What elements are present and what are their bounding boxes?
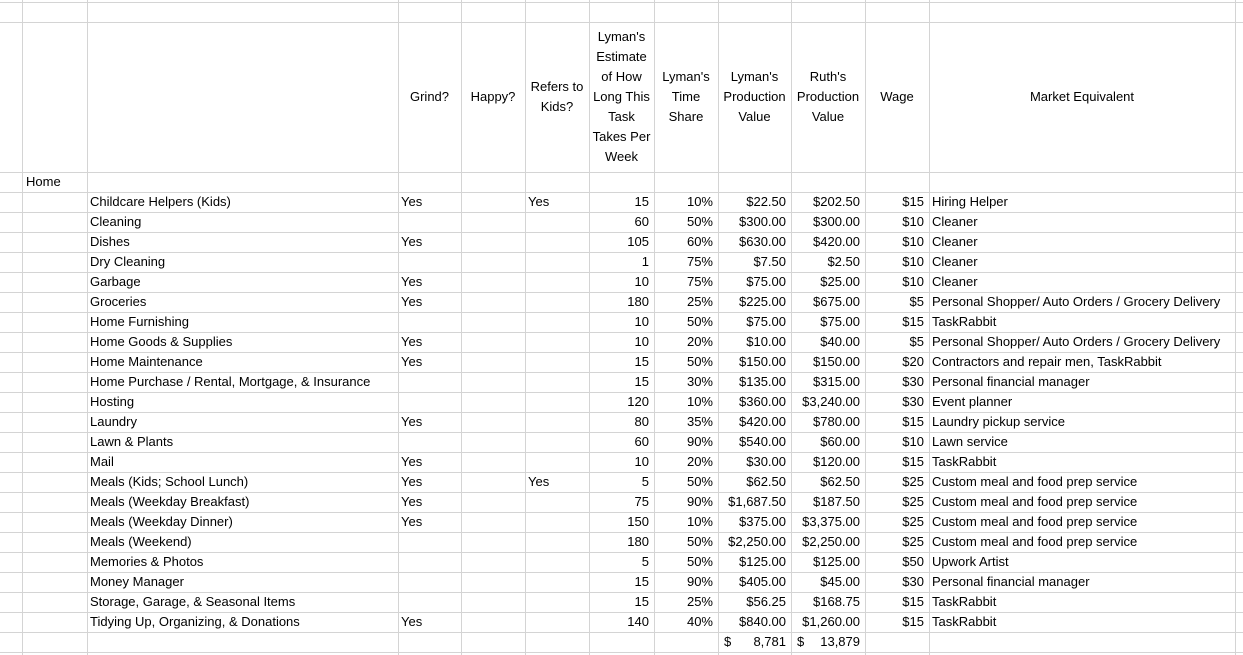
task-cell[interactable]: Dishes xyxy=(90,234,130,249)
total-ruth-value[interactable]: 13,879 xyxy=(820,634,860,649)
wage-cell[interactable]: $15 xyxy=(902,414,924,429)
row-gridline xyxy=(0,172,1243,173)
wage-cell[interactable]: $15 xyxy=(902,454,924,469)
time-share-cell[interactable]: 25% xyxy=(686,594,713,609)
task-cell[interactable]: Meals (Weekday Dinner) xyxy=(90,514,233,529)
task-cell[interactable]: Storage, Garage, & Seasonal Items xyxy=(90,594,296,609)
hours-cell[interactable]: 140 xyxy=(627,614,649,629)
ruth-value-cell[interactable]: $62.50 xyxy=(820,474,860,489)
wage-cell[interactable]: $15 xyxy=(902,314,924,329)
market-equivalent-cell[interactable]: Cleaner xyxy=(932,274,978,289)
refers-to-kids-cell[interactable] xyxy=(525,572,589,592)
happy-cell[interactable] xyxy=(461,352,525,372)
refers-to-kids-cell[interactable] xyxy=(525,352,589,372)
grind-cell[interactable]: Yes xyxy=(401,454,423,469)
time-share-cell[interactable]: 90% xyxy=(686,574,713,589)
grind-cell[interactable] xyxy=(398,552,461,572)
task-cell[interactable]: Home Maintenance xyxy=(90,354,203,369)
grind-cell[interactable] xyxy=(398,312,461,332)
grind-cell[interactable]: Yes xyxy=(401,474,423,489)
ruth-value-cell[interactable]: $3,240.00 xyxy=(802,394,860,409)
grind-cell[interactable] xyxy=(398,212,461,232)
time-share-cell[interactable]: 50% xyxy=(686,554,713,569)
header-lyman-production-value[interactable]: Lyman's Production Value xyxy=(723,69,786,124)
task-cell[interactable]: Garbage xyxy=(90,274,141,289)
market-equivalent-cell[interactable]: Personal Shopper/ Auto Orders / Grocery Delivery xyxy=(932,334,1221,349)
task-cell[interactable]: Hosting xyxy=(90,394,135,409)
grind-cell[interactable]: Yes xyxy=(401,514,423,529)
happy-cell[interactable] xyxy=(461,472,525,492)
happy-cell[interactable] xyxy=(461,232,525,252)
market-equivalent-cell[interactable]: Custom meal and food prep service xyxy=(932,534,1138,549)
market-equivalent-cell[interactable]: Custom meal and food prep service xyxy=(932,474,1138,489)
lyman-value-cell[interactable]: $540.00 xyxy=(739,434,786,449)
task-cell[interactable]: Memories & Photos xyxy=(90,554,204,569)
hours-cell[interactable]: 10 xyxy=(634,334,649,349)
lyman-value-cell[interactable]: $2,250.00 xyxy=(728,534,786,549)
refers-to-kids-cell[interactable] xyxy=(525,612,589,632)
ruth-value-cell[interactable]: $3,375.00 xyxy=(802,514,860,529)
happy-cell[interactable] xyxy=(461,252,525,272)
market-equivalent-cell[interactable]: Event planner xyxy=(932,394,1013,409)
grind-cell[interactable] xyxy=(398,572,461,592)
wage-cell[interactable]: $10 xyxy=(902,434,924,449)
grind-cell[interactable] xyxy=(398,432,461,452)
task-cell[interactable]: Home Furnishing xyxy=(90,314,189,329)
wage-cell[interactable]: $30 xyxy=(902,374,924,389)
lyman-value-cell[interactable]: $56.25 xyxy=(746,594,786,609)
refers-to-kids-cell[interactable] xyxy=(525,432,589,452)
refers-to-kids-cell[interactable] xyxy=(525,592,589,612)
ruth-value-cell[interactable]: $25.00 xyxy=(820,274,860,289)
ruth-value-cell[interactable]: $315.00 xyxy=(813,374,860,389)
lyman-value-cell[interactable]: $7.50 xyxy=(753,254,786,269)
refers-to-kids-cell[interactable] xyxy=(525,292,589,312)
happy-cell[interactable] xyxy=(461,332,525,352)
lyman-value-cell[interactable]: $1,687.50 xyxy=(728,494,786,509)
total-lyman-currency-symbol: $ xyxy=(724,634,732,649)
grind-cell[interactable]: Yes xyxy=(401,334,423,349)
refers-to-kids-cell[interactable] xyxy=(525,412,589,432)
wage-cell[interactable]: $20 xyxy=(902,354,924,369)
market-equivalent-cell[interactable]: TaskRabbit xyxy=(932,594,997,609)
time-share-cell[interactable]: 75% xyxy=(686,254,713,269)
header-estimate-hours[interactable]: Lyman's Estimate of How Long This Task Takes Per Week xyxy=(592,29,651,164)
market-equivalent-cell[interactable]: TaskRabbit xyxy=(932,454,997,469)
lyman-value-cell[interactable]: $10.00 xyxy=(746,334,786,349)
lyman-value-cell[interactable]: $630.00 xyxy=(739,234,786,249)
lyman-value-cell[interactable]: $135.00 xyxy=(739,374,786,389)
grind-cell[interactable]: Yes xyxy=(401,234,423,249)
row-gridline xyxy=(0,632,1243,633)
header-ruth-production-value[interactable]: Ruth's Production Value xyxy=(796,69,860,124)
ruth-value-cell[interactable]: $675.00 xyxy=(813,294,860,309)
market-equivalent-cell[interactable]: Personal financial manager xyxy=(932,574,1090,589)
happy-cell[interactable] xyxy=(461,452,525,472)
happy-cell[interactable] xyxy=(461,412,525,432)
lyman-value-cell[interactable]: $420.00 xyxy=(739,414,786,429)
time-share-cell[interactable]: 50% xyxy=(686,314,713,329)
grind-cell[interactable]: Yes xyxy=(401,494,423,509)
grind-cell[interactable]: Yes xyxy=(401,274,423,289)
ruth-value-cell[interactable]: $168.75 xyxy=(813,594,860,609)
grind-cell[interactable]: Yes xyxy=(401,194,423,209)
hours-cell[interactable]: 80 xyxy=(634,414,649,429)
lyman-value-cell[interactable]: $75.00 xyxy=(746,314,786,329)
hours-cell[interactable]: 120 xyxy=(627,394,649,409)
wage-cell[interactable]: $25 xyxy=(902,534,924,549)
happy-cell[interactable] xyxy=(461,392,525,412)
market-equivalent-cell[interactable]: Laundry pickup service xyxy=(932,414,1065,429)
refers-to-kids-cell[interactable] xyxy=(525,212,589,232)
lyman-value-cell[interactable]: $840.00 xyxy=(739,614,786,629)
happy-cell[interactable] xyxy=(461,312,525,332)
wage-cell[interactable]: $25 xyxy=(902,514,924,529)
task-cell[interactable]: Childcare Helpers (Kids) xyxy=(90,194,231,209)
ruth-value-cell[interactable]: $40.00 xyxy=(820,334,860,349)
wage-cell[interactable]: $50 xyxy=(902,554,924,569)
happy-cell[interactable] xyxy=(461,592,525,612)
task-cell[interactable]: Money Manager xyxy=(90,574,184,589)
wage-cell[interactable]: $15 xyxy=(902,194,924,209)
refers-to-kids-cell[interactable] xyxy=(525,532,589,552)
row-gridline xyxy=(0,2,1243,3)
wage-cell[interactable]: $5 xyxy=(909,294,924,309)
wage-cell[interactable]: $15 xyxy=(902,614,924,629)
task-cell[interactable]: Tidying Up, Organizing, & Donations xyxy=(90,614,300,629)
lyman-value-cell[interactable]: $375.00 xyxy=(739,514,786,529)
header-grind[interactable]: Grind? xyxy=(409,89,450,104)
task-cell[interactable]: Home Goods & Supplies xyxy=(90,334,233,349)
grind-cell[interactable]: Yes xyxy=(401,354,423,369)
refers-to-kids-cell[interactable] xyxy=(525,232,589,252)
lyman-value-cell[interactable]: $150.00 xyxy=(739,354,786,369)
ruth-value-cell[interactable]: $60.00 xyxy=(820,434,860,449)
happy-cell[interactable] xyxy=(461,612,525,632)
lyman-value-cell[interactable]: $75.00 xyxy=(746,274,786,289)
grind-cell[interactable] xyxy=(398,372,461,392)
time-share-cell[interactable]: 30% xyxy=(686,374,713,389)
refers-to-kids-cell[interactable] xyxy=(525,252,589,272)
header-wage[interactable]: Wage xyxy=(880,89,914,104)
hours-cell[interactable]: 15 xyxy=(634,354,649,369)
header-refers-to-kids[interactable]: Refers to Kids? xyxy=(530,79,584,114)
market-equivalent-cell[interactable]: Personal financial manager xyxy=(932,374,1090,389)
time-share-cell[interactable]: 10% xyxy=(686,394,713,409)
lyman-value-cell[interactable]: $360.00 xyxy=(739,394,786,409)
lyman-value-cell[interactable]: $300.00 xyxy=(739,214,786,229)
grind-cell[interactable] xyxy=(398,532,461,552)
hours-cell[interactable]: 10 xyxy=(634,454,649,469)
task-cell[interactable]: Groceries xyxy=(90,294,147,309)
header-market-equivalent[interactable]: Market Equivalent xyxy=(1029,89,1135,104)
time-share-cell[interactable]: 10% xyxy=(686,514,713,529)
header-happy[interactable]: Happy? xyxy=(470,89,516,104)
grind-cell[interactable] xyxy=(398,592,461,612)
time-share-cell[interactable]: 10% xyxy=(686,194,713,209)
market-equivalent-cell[interactable]: Personal Shopper/ Auto Orders / Grocery Delivery xyxy=(932,294,1221,309)
lyman-value-cell[interactable]: $62.50 xyxy=(746,474,786,489)
refers-to-kids-cell[interactable] xyxy=(525,512,589,532)
refers-to-kids-cell[interactable] xyxy=(525,552,589,572)
lyman-value-cell[interactable]: $22.50 xyxy=(746,194,786,209)
hours-cell[interactable]: 5 xyxy=(641,474,649,489)
hours-cell[interactable]: 1 xyxy=(641,254,649,269)
happy-cell[interactable] xyxy=(461,292,525,312)
time-share-cell[interactable]: 50% xyxy=(686,534,713,549)
hours-cell[interactable]: 180 xyxy=(627,534,649,549)
task-cell[interactable]: Mail xyxy=(90,454,114,469)
section-label-home[interactable]: Home xyxy=(26,174,61,189)
wage-cell[interactable]: $5 xyxy=(909,334,924,349)
time-share-cell[interactable]: 50% xyxy=(686,214,713,229)
happy-cell[interactable] xyxy=(461,532,525,552)
ruth-value-cell[interactable]: $300.00 xyxy=(813,214,860,229)
time-share-cell[interactable]: 20% xyxy=(686,454,713,469)
column-gridline xyxy=(1235,0,1236,655)
time-share-cell[interactable]: 25% xyxy=(686,294,713,309)
time-share-cell[interactable]: 35% xyxy=(686,414,713,429)
happy-cell[interactable] xyxy=(461,372,525,392)
ruth-value-cell[interactable]: $125.00 xyxy=(813,554,860,569)
market-equivalent-cell[interactable]: Custom meal and food prep service xyxy=(932,514,1138,529)
refers-to-kids-cell[interactable] xyxy=(525,312,589,332)
ruth-value-cell[interactable]: $1,260.00 xyxy=(802,614,860,629)
ruth-value-cell[interactable]: $45.00 xyxy=(820,574,860,589)
hours-cell[interactable]: 15 xyxy=(634,594,649,609)
ruth-value-cell[interactable]: $2,250.00 xyxy=(802,534,860,549)
wage-cell[interactable]: $10 xyxy=(902,234,924,249)
ruth-value-cell[interactable]: $120.00 xyxy=(813,454,860,469)
refers-to-kids-cell[interactable] xyxy=(525,492,589,512)
time-share-cell[interactable]: 90% xyxy=(686,434,713,449)
row-gridline xyxy=(0,652,1243,653)
hours-cell[interactable]: 15 xyxy=(634,574,649,589)
wage-cell[interactable]: $10 xyxy=(902,274,924,289)
wage-cell[interactable]: $15 xyxy=(902,594,924,609)
total-ruth-currency-symbol: $ xyxy=(797,634,805,649)
lyman-value-cell[interactable]: $225.00 xyxy=(739,294,786,309)
happy-cell[interactable] xyxy=(461,192,525,212)
task-cell[interactable]: Home Purchase / Rental, Mortgage, & Insurance xyxy=(90,374,371,389)
grind-cell[interactable]: Yes xyxy=(401,614,423,629)
market-equivalent-cell[interactable]: Contractors and repair men, TaskRabbit xyxy=(932,354,1162,369)
refers-to-kids-cell[interactable] xyxy=(525,272,589,292)
happy-cell[interactable] xyxy=(461,572,525,592)
refers-to-kids-cell[interactable] xyxy=(525,332,589,352)
happy-cell[interactable] xyxy=(461,552,525,572)
time-share-cell[interactable]: 50% xyxy=(686,354,713,369)
market-equivalent-cell[interactable]: Lawn service xyxy=(932,434,1008,449)
hours-cell[interactable]: 75 xyxy=(634,494,649,509)
hours-cell[interactable]: 10 xyxy=(634,314,649,329)
task-cell[interactable]: Meals (Kids; School Lunch) xyxy=(90,474,249,489)
happy-cell[interactable] xyxy=(461,512,525,532)
ruth-value-cell[interactable]: $420.00 xyxy=(813,234,860,249)
hours-cell[interactable]: 5 xyxy=(641,554,649,569)
lyman-value-cell[interactable]: $125.00 xyxy=(739,554,786,569)
happy-cell[interactable] xyxy=(461,272,525,292)
ruth-value-cell[interactable]: $187.50 xyxy=(813,494,860,509)
time-share-cell[interactable]: 40% xyxy=(686,614,713,629)
hours-cell[interactable]: 60 xyxy=(634,434,649,449)
hours-cell[interactable]: 15 xyxy=(634,374,649,389)
ruth-value-cell[interactable]: $202.50 xyxy=(813,194,860,209)
refers-to-kids-cell[interactable] xyxy=(525,392,589,412)
time-share-cell[interactable]: 90% xyxy=(686,494,713,509)
lyman-value-cell[interactable]: $405.00 xyxy=(739,574,786,589)
market-equivalent-cell[interactable]: Custom meal and food prep service xyxy=(932,494,1138,509)
hours-cell[interactable]: 180 xyxy=(627,294,649,309)
task-cell[interactable]: Cleaning xyxy=(90,214,142,229)
ruth-value-cell[interactable]: $75.00 xyxy=(820,314,860,329)
wage-cell[interactable]: $10 xyxy=(902,214,924,229)
happy-cell[interactable] xyxy=(461,432,525,452)
market-equivalent-cell[interactable]: Cleaner xyxy=(932,254,978,269)
hours-cell[interactable]: 60 xyxy=(634,214,649,229)
grind-cell[interactable] xyxy=(398,252,461,272)
column-gridline xyxy=(22,0,23,655)
wage-cell[interactable]: $30 xyxy=(902,394,924,409)
ruth-value-cell[interactable]: $780.00 xyxy=(813,414,860,429)
task-cell[interactable]: Laundry xyxy=(90,414,137,429)
refers-to-kids-cell[interactable] xyxy=(525,372,589,392)
hours-cell[interactable]: 10 xyxy=(634,274,649,289)
lyman-value-cell[interactable]: $30.00 xyxy=(746,454,786,469)
refers-to-kids-cell[interactable] xyxy=(525,452,589,472)
task-cell[interactable]: Meals (Weekday Breakfast) xyxy=(90,494,250,509)
total-lyman-value[interactable]: 8,781 xyxy=(753,634,786,649)
grind-cell[interactable]: Yes xyxy=(401,294,423,309)
happy-cell[interactable] xyxy=(461,492,525,512)
wage-cell[interactable]: $30 xyxy=(902,574,924,589)
hours-cell[interactable]: 105 xyxy=(627,234,649,249)
wage-cell[interactable]: $25 xyxy=(902,474,924,489)
ruth-value-cell[interactable]: $150.00 xyxy=(813,354,860,369)
hours-cell[interactable]: 15 xyxy=(634,194,649,209)
task-cell[interactable]: Lawn & Plants xyxy=(90,434,174,449)
time-share-cell[interactable]: 20% xyxy=(686,334,713,349)
task-cell[interactable]: Meals (Weekend) xyxy=(90,534,192,549)
ruth-value-cell[interactable]: $2.50 xyxy=(827,254,860,269)
hours-cell[interactable]: 150 xyxy=(627,514,649,529)
time-share-cell[interactable]: 75% xyxy=(686,274,713,289)
header-time-share[interactable]: Lyman's Time Share xyxy=(662,69,710,124)
wage-cell[interactable]: $25 xyxy=(902,494,924,509)
market-equivalent-cell[interactable]: TaskRabbit xyxy=(932,314,997,329)
wage-cell[interactable]: $10 xyxy=(902,254,924,269)
task-cell[interactable]: Dry Cleaning xyxy=(90,254,166,269)
market-equivalent-cell[interactable]: Cleaner xyxy=(932,234,978,249)
happy-cell[interactable] xyxy=(461,212,525,232)
market-equivalent-cell[interactable]: Hiring Helper xyxy=(932,194,1008,209)
market-equivalent-cell[interactable]: Cleaner xyxy=(932,214,978,229)
refers-to-kids-cell[interactable]: Yes xyxy=(528,194,550,209)
market-equivalent-cell[interactable]: Upwork Artist xyxy=(932,554,1009,569)
grind-cell[interactable]: Yes xyxy=(401,414,423,429)
market-equivalent-cell[interactable]: TaskRabbit xyxy=(932,614,997,629)
time-share-cell[interactable]: 50% xyxy=(686,474,713,489)
time-share-cell[interactable]: 60% xyxy=(686,234,713,249)
refers-to-kids-cell[interactable]: Yes xyxy=(528,474,550,489)
grind-cell[interactable] xyxy=(398,392,461,412)
